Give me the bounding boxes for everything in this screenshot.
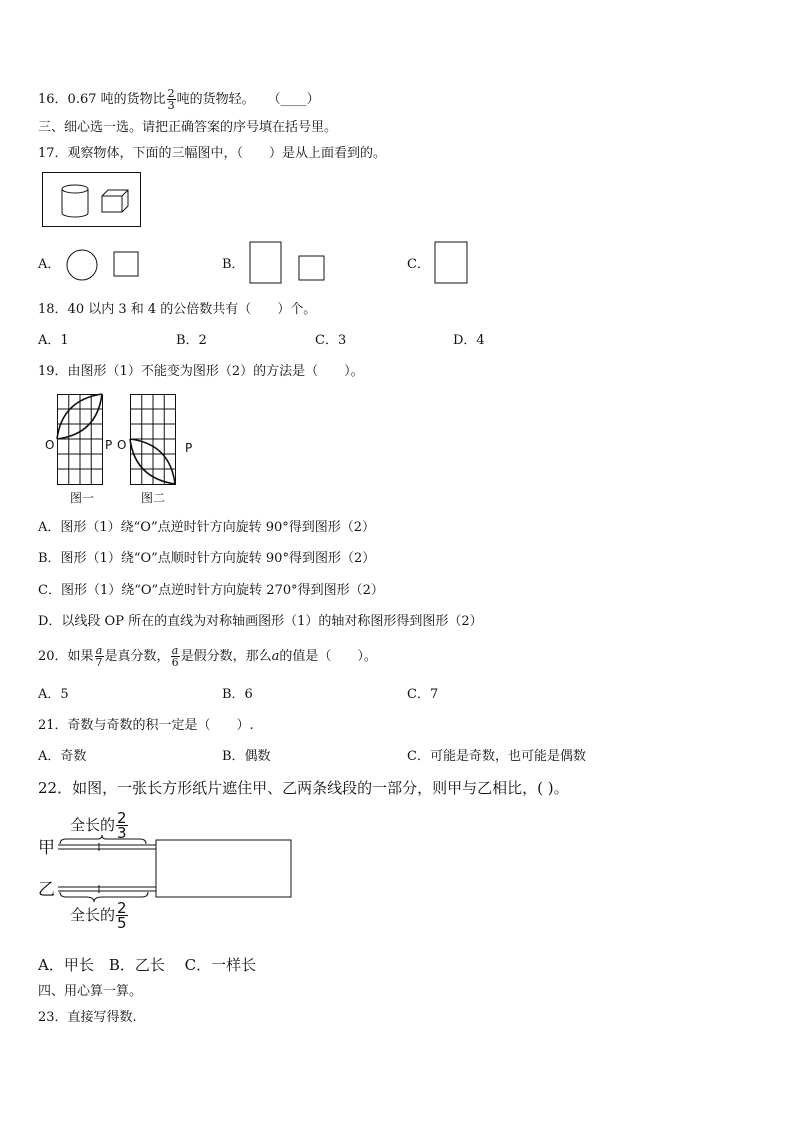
q17-option-a: A． — [38, 257, 61, 272]
section-heading-3: 三、细心选一选。请把正确答案的序号填在括号里。 — [38, 120, 338, 135]
question-text-end: 吨的货物轻。 — [176, 92, 255, 107]
question-text: 是真分数， — [104, 649, 170, 664]
fraction-a-over-6 — [171, 645, 180, 668]
label-yi: 乙 — [38, 880, 55, 900]
q19-figure-2 — [130, 394, 178, 484]
question-20 — [38, 644, 377, 670]
fraction-2-over-3 — [116, 811, 128, 840]
fig1-point-p: P — [105, 438, 113, 452]
fig1-caption: 图一 — [70, 491, 95, 505]
fraction-denominator: 7 — [95, 656, 103, 669]
fraction-numerator: 2 — [117, 899, 127, 917]
q17-option-a-figure — [66, 248, 142, 282]
q22-options: A．甲长 B．乙长 C．一样长 — [38, 956, 257, 974]
label-text: 全长的 — [70, 906, 116, 924]
fig1-point-o: O — [45, 438, 55, 452]
q19-option-b: B．图形（1）绕“O”点顺时针方向旋转 90°得到图形（2） — [38, 551, 376, 566]
question-19: 19．由图形（1）不能变为图形（2）的方法是（ ）。 — [38, 364, 364, 379]
question-text: 0.67 吨的货物比 — [67, 92, 166, 107]
label-text: 全长的 — [70, 816, 116, 834]
answer-blank: （____） — [267, 92, 320, 107]
fig2-caption: 图二 — [141, 491, 166, 505]
fig2-point-p: P — [185, 441, 193, 455]
q17-option-c: C． — [407, 257, 430, 272]
fraction — [167, 88, 176, 111]
question-text-end: 的值是（ ）。 — [279, 649, 377, 664]
question-number: 16． — [38, 92, 68, 107]
question-23: 23．直接写得数. — [38, 1010, 137, 1025]
question-21: 21．奇数与奇数的积一定是（ ）. — [38, 718, 254, 733]
question-text: 20．如果 — [38, 649, 94, 664]
fraction-denominator: 6 — [171, 656, 179, 669]
question-text: 是假分数，那么 — [180, 649, 272, 664]
question-16 — [38, 88, 320, 111]
q17-option-b: B． — [222, 257, 245, 272]
q19-figure-1 — [57, 394, 105, 484]
q18-option-b: B．2 — [176, 333, 207, 348]
fraction-denominator: 3 — [117, 824, 127, 842]
fraction-numerator: 2 — [117, 809, 127, 827]
q17-objects-figure — [42, 172, 142, 228]
fraction-2-over-5 — [116, 901, 128, 930]
question-22: 22．如图，一张长方形纸片遮住甲、乙两条线段的一部分，则甲与乙相比，( )。 — [38, 779, 569, 797]
q17-option-c-figure — [434, 241, 470, 285]
q19-option-c: C．图形（1）绕“O”点逆时针方向旋转 270°得到图形（2） — [38, 583, 384, 598]
fig2-point-o: O — [117, 438, 127, 452]
q18-option-d: D．4 — [453, 333, 485, 348]
fraction-numerator: a — [95, 644, 103, 657]
q20-option-c: C．7 — [407, 687, 439, 702]
q21-option-b: B．偶数 — [222, 749, 271, 764]
q18-option-a: A．1 — [38, 333, 69, 348]
q19-option-a: A．图形（1）绕“O”点逆时针方向旋转 90°得到图形（2） — [38, 520, 376, 535]
question-18: 18．40 以内 3 和 4 的公倍数共有（ ）个。 — [38, 302, 317, 317]
q20-option-b: B．6 — [222, 687, 253, 702]
label-jia: 甲 — [38, 838, 55, 858]
fraction-denominator: 3 — [167, 99, 175, 112]
fraction-a-over-7 — [95, 645, 104, 668]
variable-a: a — [271, 649, 280, 664]
q21-option-a: A．奇数 — [38, 749, 87, 764]
fraction-numerator: 2 — [167, 87, 175, 100]
q21-option-c: C．可能是奇数，也可能是偶数 — [407, 749, 586, 764]
bottom-brace-label — [70, 900, 129, 930]
fraction-numerator: a — [171, 644, 179, 657]
q18-option-c: C．3 — [315, 333, 347, 348]
q19-option-d: D．以线段 OP 所在的直线为对称轴画图形（1）的轴对称图形得到图形（2） — [38, 614, 483, 629]
question-17: 17．观察物体，下面的三幅图中，（ ）是从上面看到的。 — [38, 146, 387, 161]
fraction-denominator: 5 — [117, 914, 127, 932]
q20-option-a: A．5 — [38, 687, 69, 702]
section-heading-4: 四、用心算一算。 — [38, 984, 143, 999]
top-brace-label — [70, 810, 129, 840]
q17-option-b-figure — [249, 241, 327, 285]
